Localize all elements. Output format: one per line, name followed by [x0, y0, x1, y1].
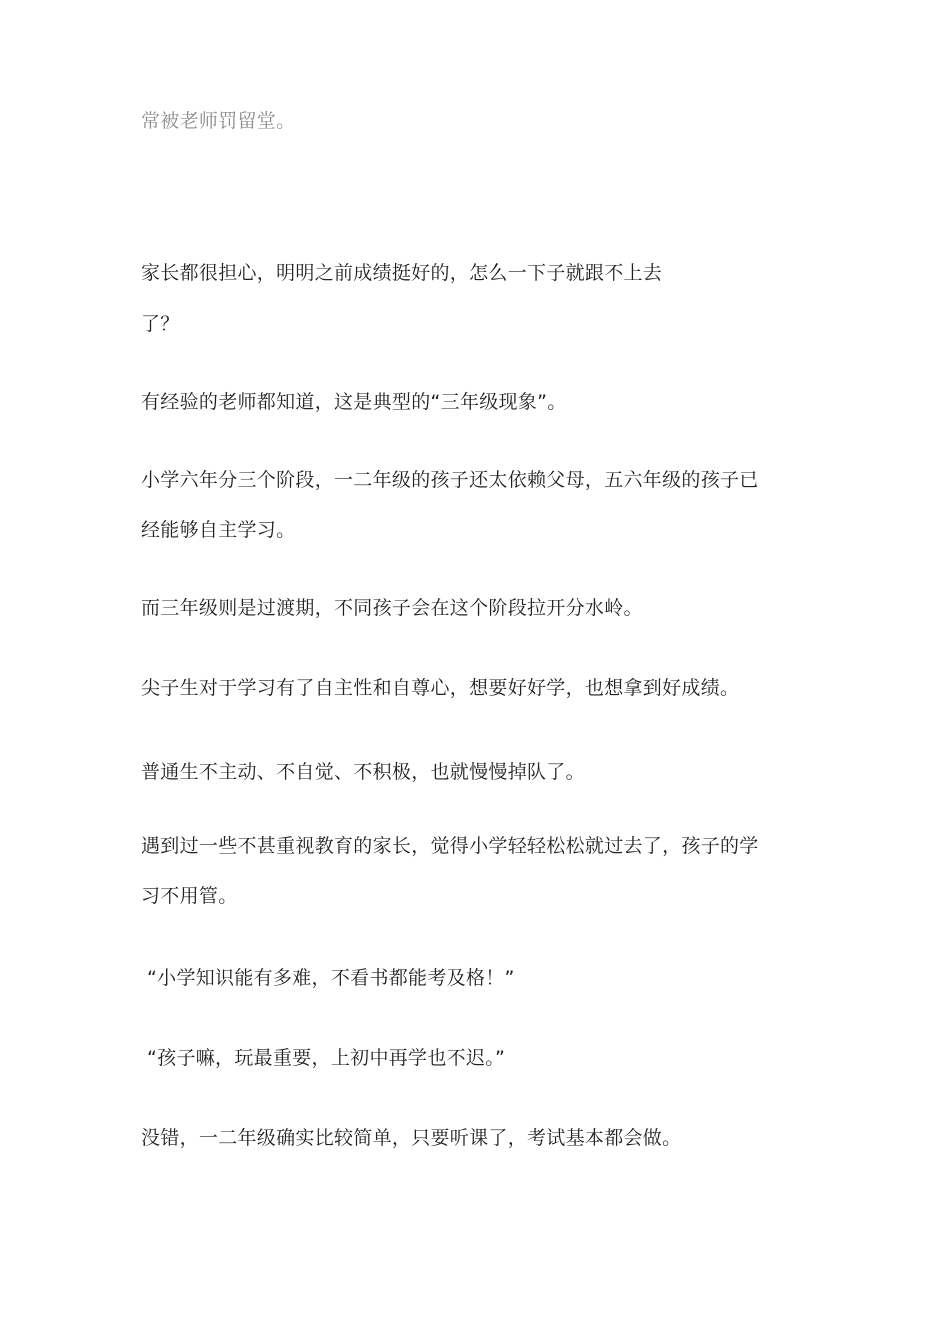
text-line: 普通生不主动、不自觉、不积极，也就慢慢掉队了。: [141, 761, 585, 783]
text-line: 没错，一二年级确实比较简单，只要听课了，考试基本都会做。: [141, 1127, 682, 1149]
text-line: 而三年级则是过渡期，不同孩子会在这个阶段拉开分水岭。: [141, 597, 643, 619]
text-line: 遇到过一些不甚重视教育的家长，觉得小学轻轻松松就过去了，孩子的学: [141, 835, 759, 857]
text-line: 常被老师罚留堂。: [141, 110, 296, 132]
text-line: 习不用管。: [141, 885, 238, 907]
text-line: 了？: [141, 313, 180, 335]
text-line: 家长都很担心，明明之前成绩挺好的，怎么一下子就跟不上去: [141, 262, 663, 284]
text-line: 经能够自主学习。: [141, 519, 296, 541]
text-line: 尖子生对于学习有了自主性和自尊心，想要好好学，也想拿到好成绩。: [141, 677, 740, 699]
text-line: 有经验的老师都知道，这是典型的“三年级现象”。: [141, 391, 567, 413]
text-line: 小学六年分三个阶段，一二年级的孩子还太依赖父母，五六年级的孩子已: [141, 469, 759, 491]
quote-line: “小学知识能有多难，不看书都能考及格！”: [147, 967, 515, 989]
quote-line: “孩子嘛，玩最重要，上初中再学也不迟。”: [147, 1047, 506, 1069]
